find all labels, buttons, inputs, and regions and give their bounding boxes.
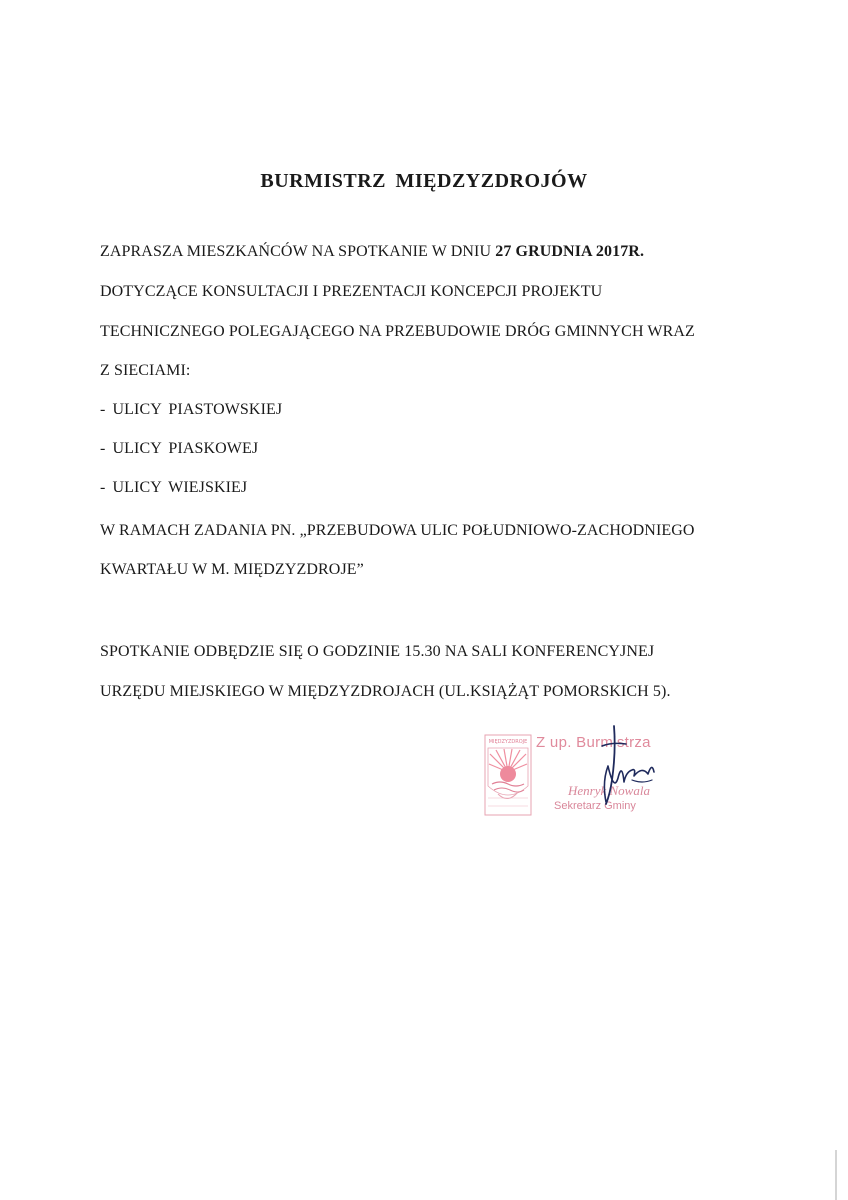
task-line-2: KWARTAŁU W M. MIĘDZYZDROJE”	[100, 561, 364, 578]
body-line-1: DOTYCZĄCE KONSULTACJI I PREZENTACJI KONCEPCJI PROJEKTU	[100, 283, 603, 300]
meeting-line-2: URZĘDU MIEJSKIEGO W MIĘDZYZDROJACH (UL.KSIĄŻĄT POMORSKICH 5).	[100, 683, 671, 700]
document-title: BURMISTRZ MIĘDZYZDROJÓW	[260, 170, 588, 192]
body-line-2: TECHNICZNEGO POLEGAJĄCEGO NA PRZEBUDOWIE DRÓG GMINNYCH WRAZ	[100, 323, 695, 340]
street-item-piaskowa: - ULICY PIASKOWEJ	[100, 440, 259, 457]
municipal-seal-icon	[484, 734, 532, 816]
official-stamp	[482, 722, 692, 822]
scan-edge-mark	[834, 1150, 838, 1200]
street-item-piastowska: - ULICY PIASTOWSKIEJ	[100, 401, 283, 418]
seal-text: MIĘDZYZDROJE	[488, 739, 528, 745]
task-line-1: W RAMACH ZADANIA PN. „PRZEBUDOWA ULIC POŁUDNIOWO-ZACHODNIEGO	[100, 522, 695, 539]
stamp-official-name: Henryk Nowala	[568, 783, 650, 798]
handwritten-signature-icon	[592, 722, 662, 822]
body-line-3: Z SIECIAMI:	[100, 362, 191, 379]
invitation-text: ZAPRASZA MIESZKAŃCÓW NA SPOTKANIE W DNIU	[100, 243, 496, 260]
invitation-line	[100, 243, 644, 261]
meeting-date: 27 GRUDNIA 2017R.	[495, 243, 645, 260]
stamp-official-role: Sekretarz Gminy	[554, 800, 636, 812]
street-item-wiejska: - ULICY WIEJSKIEJ	[100, 479, 248, 496]
stamp-heading: Z up. Burmistrza	[536, 734, 651, 751]
meeting-line-1: SPOTKANIE ODBĘDZIE SIĘ O GODZINIE 15.30 NA SALI KONFERENCYJNEJ	[100, 643, 655, 660]
